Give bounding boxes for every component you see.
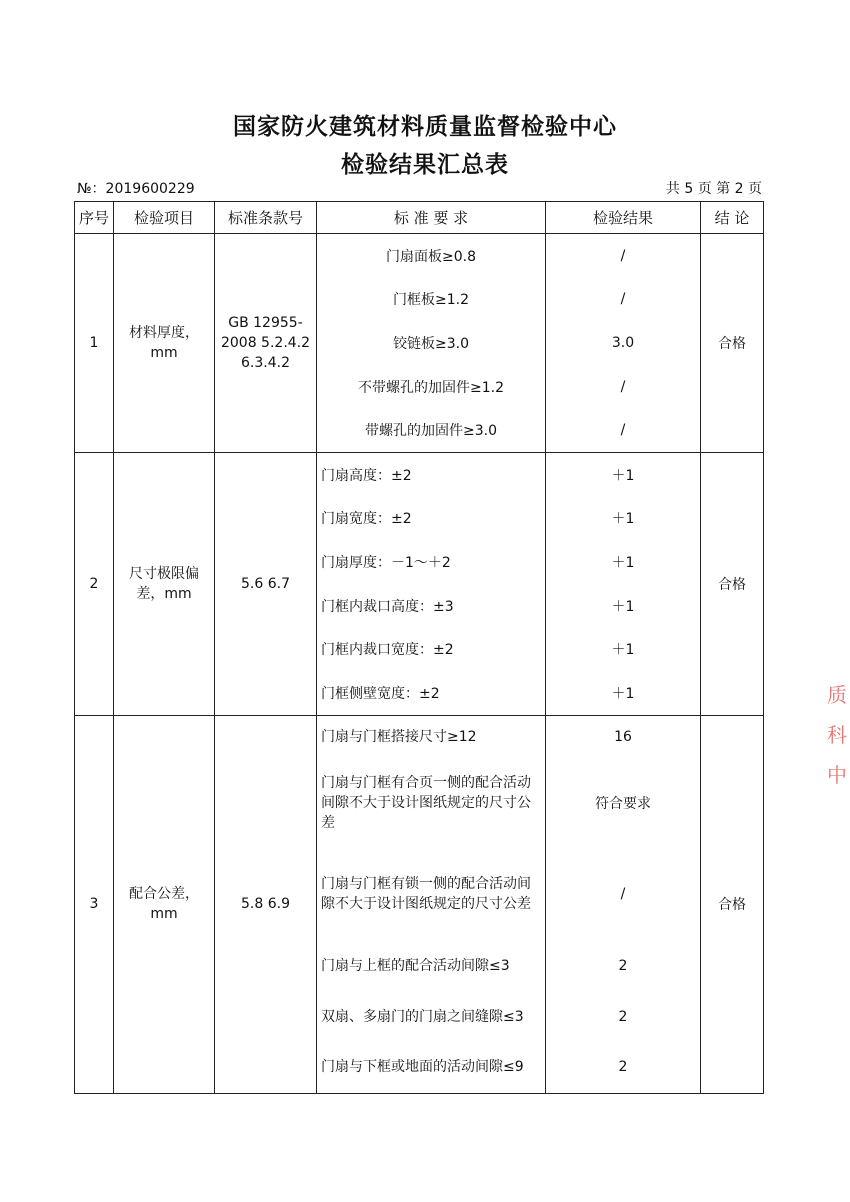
row-requirements bbox=[317, 452, 546, 715]
result-value: 16 bbox=[614, 729, 632, 746]
row-results bbox=[546, 452, 701, 715]
row-results bbox=[546, 234, 701, 453]
column-header: 序号 bbox=[75, 202, 114, 234]
seal-stamp: 质 科 中 bbox=[827, 683, 847, 787]
result-value: ＋1 bbox=[611, 554, 635, 571]
requirement-text: 门扇厚度：－1～＋2 bbox=[321, 554, 451, 571]
result-value: / bbox=[620, 886, 626, 903]
requirement-text: 门扇与门框有锁一侧的配合活动间隙不大于设计图纸规定的尺寸公差 bbox=[321, 876, 531, 913]
page-indicator: 共 5 页 第 2 页 bbox=[665, 181, 762, 197]
column-header: 检验项目 bbox=[114, 202, 215, 234]
result-value: 符合要求 bbox=[595, 796, 651, 813]
result-value: / bbox=[620, 291, 626, 308]
row-clause: GB 12955-2008 5.2.4.2 6.3.4.2 bbox=[215, 234, 317, 453]
requirement-text: 带螺孔的加固件≥3.0 bbox=[365, 423, 497, 440]
requirement-text: 门框侧壁宽度：±2 bbox=[321, 685, 440, 702]
requirement-text: 铰链板≥3.0 bbox=[393, 335, 469, 352]
requirement-text: 门框内裁口宽度：±2 bbox=[321, 642, 454, 659]
column-header: 标准条款号 bbox=[215, 202, 317, 234]
table-row bbox=[75, 234, 764, 453]
requirement-text: 门扇与门框搭接尺寸≥12 bbox=[321, 729, 477, 746]
result-value: 2 bbox=[618, 1008, 628, 1025]
result-value: ＋1 bbox=[611, 467, 635, 484]
requirement-text: 双扇、多扇门的门扇之间缝隙≤3 bbox=[321, 1008, 524, 1025]
row-item: 材料厚度，mm bbox=[114, 234, 215, 453]
requirement-text: 门扇与下框或地面的活动间隙≤9 bbox=[321, 1059, 524, 1076]
requirement-text: 门扇高度：±2 bbox=[321, 467, 412, 484]
result-value: / bbox=[620, 422, 626, 439]
result-value: ＋1 bbox=[611, 642, 635, 659]
report-title: 国家防火建筑材料质量监督检验中心 bbox=[233, 114, 617, 140]
results-table bbox=[74, 201, 764, 1094]
requirement-text: 不带螺孔的加固件≥1.2 bbox=[358, 379, 504, 396]
requirement-text: 门框内裁口高度：±3 bbox=[321, 598, 454, 615]
result-value: ＋1 bbox=[611, 685, 635, 702]
row-requirements bbox=[317, 715, 546, 1093]
column-header: 标 准 要 求 bbox=[317, 202, 546, 234]
requirement-text: 门扇面板≥0.8 bbox=[386, 248, 476, 265]
row-conclusion: 合格 bbox=[701, 452, 764, 715]
result-value: 2 bbox=[618, 1059, 628, 1076]
table-row bbox=[75, 452, 764, 715]
row-requirements bbox=[317, 234, 546, 453]
row-item: 尺寸极限偏差，mm bbox=[114, 452, 215, 715]
result-value: 3.0 bbox=[611, 334, 635, 351]
row-clause: 5.6 6.7 bbox=[215, 452, 317, 715]
report-number: №：2019600229 bbox=[77, 181, 195, 197]
row-seq: 2 bbox=[75, 452, 114, 715]
requirement-text: 门扇与门框有合页一侧的配合活动间隙不大于设计图纸规定的尺寸公差 bbox=[321, 775, 531, 832]
requirement-text: 门扇宽度：±2 bbox=[321, 511, 412, 528]
column-header: 结 论 bbox=[701, 202, 764, 234]
row-results bbox=[546, 715, 701, 1093]
row-conclusion: 合格 bbox=[701, 234, 764, 453]
column-header: 检验结果 bbox=[546, 202, 701, 234]
row-item: 配合公差，mm bbox=[114, 715, 215, 1093]
result-value: ＋1 bbox=[611, 511, 635, 528]
row-seq: 3 bbox=[75, 715, 114, 1093]
table-header-row bbox=[75, 202, 764, 234]
result-value: / bbox=[620, 378, 626, 395]
report-subtitle: 检验结果汇总表 bbox=[341, 152, 509, 178]
result-value: ＋1 bbox=[611, 598, 635, 615]
requirement-text: 门扇与上框的配合活动间隙≤3 bbox=[321, 957, 510, 974]
row-seq: 1 bbox=[75, 234, 114, 453]
requirement-text: 门框板≥1.2 bbox=[393, 292, 469, 309]
result-value: 2 bbox=[618, 957, 628, 974]
table-row bbox=[75, 715, 764, 1093]
row-conclusion: 合格 bbox=[701, 715, 764, 1093]
row-clause: 5.8 6.9 bbox=[215, 715, 317, 1093]
result-value: / bbox=[620, 247, 626, 264]
